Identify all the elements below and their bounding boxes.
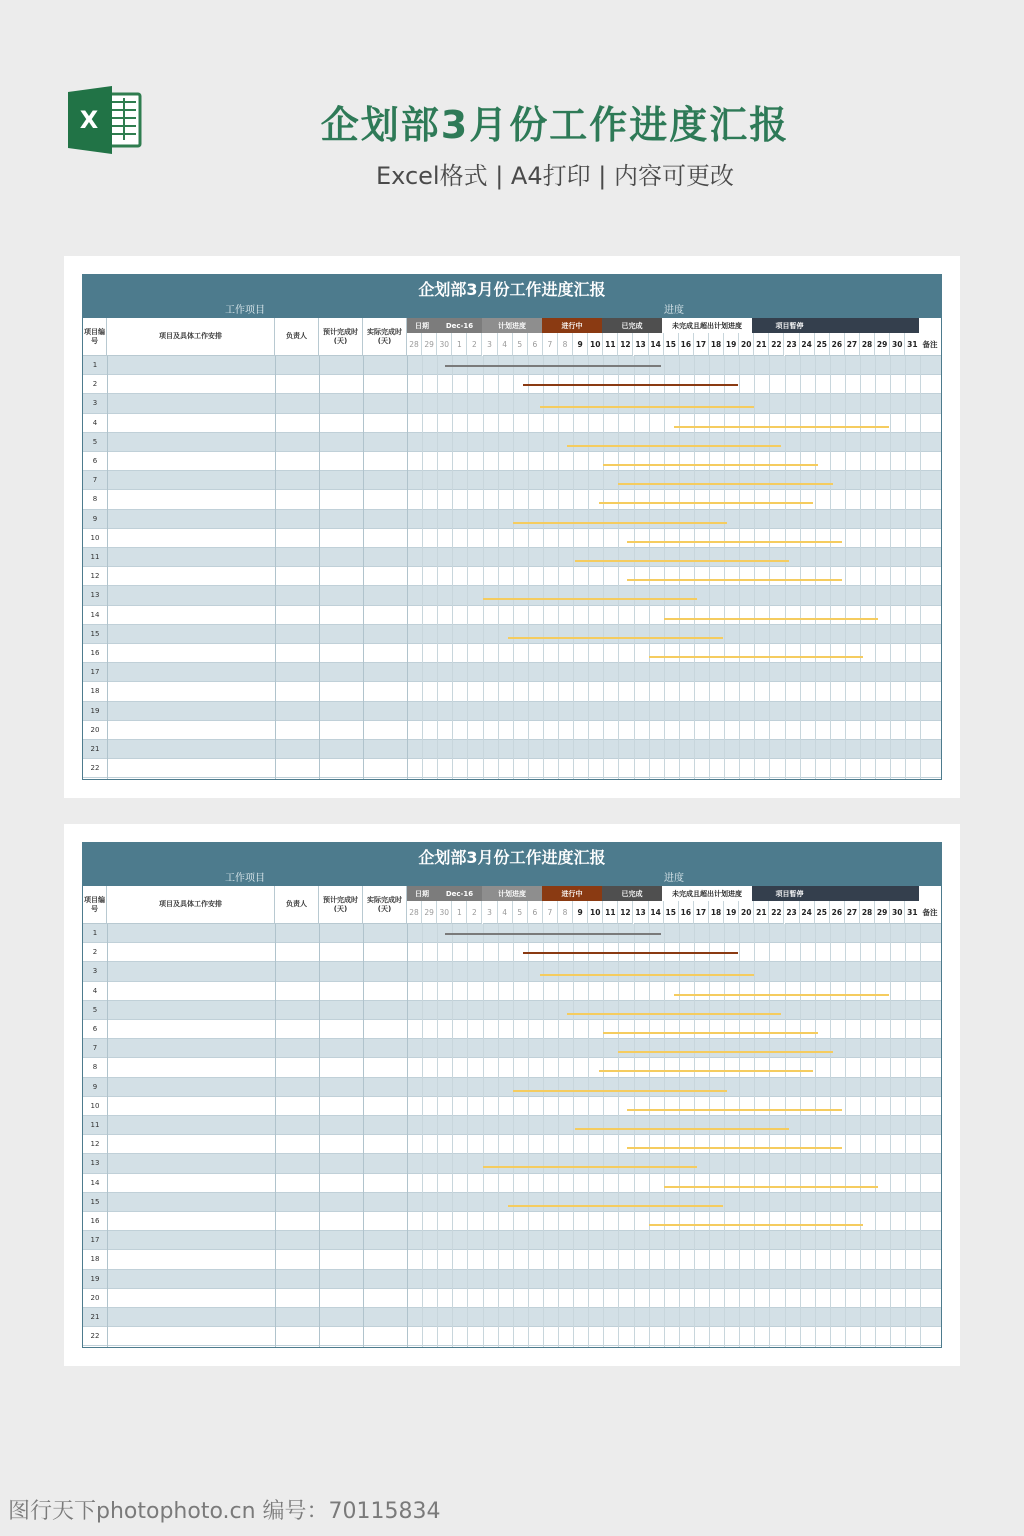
day-header: 11: [603, 901, 618, 924]
legend-item: Dec-16: [437, 318, 482, 333]
grid-line: [588, 356, 589, 779]
row-number: 20: [90, 725, 100, 734]
gantt-bar: [540, 974, 754, 976]
row-number: 9: [92, 1082, 98, 1091]
day-header: 24: [800, 333, 815, 356]
day-header: 23: [785, 333, 800, 356]
grid-line: [845, 924, 846, 1347]
grid-line: [452, 356, 453, 779]
gantt-bar: [575, 1128, 789, 1130]
row-number: 18: [90, 687, 100, 696]
grid-line: [498, 924, 499, 1347]
gantt-bar: [599, 502, 813, 504]
row-number: 19: [90, 706, 100, 715]
grid-line: [694, 924, 695, 1347]
row-number: 5: [92, 1005, 98, 1014]
grid-line: [754, 356, 755, 779]
day-header: 16: [679, 901, 694, 924]
gantt-bar: [603, 1032, 817, 1034]
day-header: 28: [407, 333, 422, 356]
day-header: 3: [483, 333, 498, 356]
gantt-bar: [508, 1205, 722, 1207]
grid-line: [573, 356, 574, 779]
grid-line: [920, 356, 921, 779]
grid-line: [588, 924, 589, 1347]
svg-text:X: X: [79, 106, 99, 134]
grid-line: [679, 924, 680, 1347]
grid-line: [830, 924, 831, 1347]
row-number: 2: [92, 948, 98, 957]
row-number: 15: [90, 629, 100, 638]
day-header: 22: [769, 901, 784, 924]
row-number: 8: [92, 1063, 98, 1072]
day-header: 28: [860, 901, 875, 924]
grid-line: [920, 924, 921, 1347]
legend-item: 项目暂停: [752, 318, 827, 333]
grid-line: [694, 356, 695, 779]
row-number: 21: [90, 1313, 100, 1322]
grid-line: [634, 356, 635, 779]
day-header: 4: [498, 333, 513, 356]
gantt-bar: [508, 637, 722, 639]
day-header: 26: [830, 901, 845, 924]
gantt-bar: [540, 406, 754, 408]
section-work-items: 工作项目: [83, 304, 407, 318]
day-header: 17: [694, 333, 709, 356]
col-header-planned: 预计完成时(天): [319, 318, 363, 356]
grid-line: [649, 356, 650, 779]
day-header: 3: [483, 901, 498, 924]
grid-line: [275, 356, 276, 779]
gantt-bar: [575, 560, 789, 562]
col-header-id: 项目编号: [83, 318, 107, 356]
watermark: 图行天下photophoto.cn 编号：70115834: [8, 1499, 441, 1524]
row-number: 14: [90, 1178, 100, 1187]
day-header: 15: [664, 901, 679, 924]
row-number: 16: [90, 1217, 100, 1226]
grid-line: [107, 924, 108, 1347]
day-header: 30: [890, 901, 905, 924]
grid-line: [319, 924, 320, 1347]
day-header: 30: [437, 901, 452, 924]
row-number: 11: [90, 553, 100, 562]
grid-line: [618, 356, 619, 779]
grid-line: [513, 356, 514, 779]
grid-line: [319, 356, 320, 779]
day-header: 28: [860, 333, 875, 356]
day-header: 21: [754, 901, 769, 924]
legend-item: 已完成: [602, 886, 662, 901]
gantt-bar: [599, 1070, 813, 1072]
gantt-sheet: [82, 274, 942, 780]
day-header: 19: [724, 333, 739, 356]
grid-line: [363, 356, 364, 779]
day-header: 20: [739, 901, 754, 924]
day-header: 8: [558, 333, 573, 356]
day-header: 24: [800, 901, 815, 924]
day-header: 14: [649, 901, 664, 924]
day-header: 19: [724, 901, 739, 924]
day-header: 18: [709, 333, 724, 356]
grid-line: [107, 356, 108, 779]
legend-item: 已完成: [602, 318, 662, 333]
grid-line: [275, 924, 276, 1347]
grid-line: [739, 356, 740, 779]
row-number: 1: [92, 361, 98, 370]
grid-line: [905, 924, 906, 1347]
grid-line: [875, 924, 876, 1347]
grid-line: [573, 924, 574, 1347]
gantt-sheet: [82, 842, 942, 1348]
grid-line: [739, 924, 740, 1347]
grid-line: [618, 924, 619, 1347]
day-header: 18: [709, 901, 724, 924]
gantt-bar: [618, 1051, 832, 1053]
day-header: 25: [815, 333, 830, 356]
row-number: 4: [92, 418, 98, 427]
legend-item: 未完成且超出计划进度: [662, 318, 752, 333]
row-number: 17: [90, 1236, 100, 1245]
grid-line: [785, 356, 786, 779]
grid-line: [905, 356, 906, 779]
gantt-bar: [603, 464, 817, 466]
grid-line: [558, 924, 559, 1347]
row-number: 12: [90, 1140, 100, 1149]
gantt-bar: [627, 541, 841, 543]
gantt-bar: [618, 483, 832, 485]
day-header: 17: [694, 901, 709, 924]
row-number: 15: [90, 1197, 100, 1206]
page-title: 企划部3月份工作进度汇报: [320, 103, 790, 147]
day-header: 2: [467, 333, 482, 356]
day-header: 13: [634, 333, 649, 356]
grid-line: [815, 924, 816, 1347]
grid-line: [483, 356, 484, 779]
day-header: 21: [754, 333, 769, 356]
grid-line: [634, 924, 635, 1347]
legend-item: 进行中: [542, 318, 602, 333]
grid-line: [664, 924, 665, 1347]
day-header: 7: [543, 901, 558, 924]
col-header-id: 项目编号: [83, 886, 107, 924]
grid-line: [724, 356, 725, 779]
day-header: 30: [890, 333, 905, 356]
gantt-bar: [627, 579, 841, 581]
col-header-note: 备注: [919, 333, 941, 356]
grid-line: [437, 924, 438, 1347]
grid-line: [407, 924, 408, 1347]
day-header: 7: [543, 333, 558, 356]
grid-line: [603, 924, 604, 1347]
section-work-items: 工作项目: [83, 872, 407, 886]
row-number: 10: [90, 533, 100, 542]
grid-line: [558, 356, 559, 779]
row-number: 13: [90, 1159, 100, 1168]
grid-line: [603, 356, 604, 779]
row-number: 8: [92, 495, 98, 504]
row-number: 22: [90, 764, 100, 773]
day-header: 29: [875, 333, 890, 356]
grid-line: [724, 924, 725, 1347]
grid-line: [890, 356, 891, 779]
grid-line: [649, 924, 650, 1347]
gantt-bar: [513, 1090, 727, 1092]
row-number: 22: [90, 1332, 100, 1341]
day-header: 10: [588, 333, 603, 356]
grid-line: [467, 356, 468, 779]
col-header-actual: 实际完成时(天): [363, 886, 407, 924]
day-header: 30: [437, 333, 452, 356]
day-header: 11: [603, 333, 618, 356]
excel-logo-icon: [68, 84, 142, 156]
row-number: 1: [92, 929, 98, 938]
day-header: 29: [422, 333, 437, 356]
legend-item: 计划进度: [482, 886, 542, 901]
day-header: 4: [498, 901, 513, 924]
grid-line: [498, 356, 499, 779]
grid-line: [543, 356, 544, 779]
col-header-owner: 负责人: [275, 886, 319, 924]
row-number: 13: [90, 591, 100, 600]
day-header: 25: [815, 901, 830, 924]
row-number: 3: [92, 399, 98, 408]
day-header: 5: [513, 901, 528, 924]
day-header: 20: [739, 333, 754, 356]
row-number: 6: [92, 457, 98, 466]
grid-line: [860, 356, 861, 779]
row-number: 2: [92, 380, 98, 389]
grid-line: [679, 356, 680, 779]
row-number: 3: [92, 967, 98, 976]
row-number: 19: [90, 1274, 100, 1283]
day-header: 28: [407, 901, 422, 924]
grid-line: [754, 924, 755, 1347]
gantt-bar: [664, 618, 878, 620]
grid-line: [709, 924, 710, 1347]
gantt-bar: [483, 1166, 697, 1168]
legend-filler: [827, 886, 919, 901]
col-header-planned: 预计完成时(天): [319, 886, 363, 924]
day-header: 5: [513, 333, 528, 356]
grid-line: [363, 924, 364, 1347]
day-header: 27: [845, 901, 860, 924]
grid-line: [709, 356, 710, 779]
grid-line: [800, 924, 801, 1347]
day-header: 26: [830, 333, 845, 356]
col-header-note: 备注: [919, 901, 941, 924]
sheet-preview-2: [64, 824, 960, 1366]
gantt-bar: [627, 1109, 841, 1111]
sheet-title: 企划部3月份工作进度汇报: [83, 275, 941, 304]
gantt-bar: [649, 656, 863, 658]
legend-item: 计划进度: [482, 318, 542, 333]
row-number: 21: [90, 745, 100, 754]
legend-item: 项目暂停: [752, 886, 827, 901]
grid-line: [407, 356, 408, 779]
row-number: 9: [92, 514, 98, 523]
gantt-bar: [483, 598, 697, 600]
gantt-bar: [445, 933, 661, 935]
row-number: 20: [90, 1293, 100, 1302]
day-header: 9: [573, 901, 588, 924]
grid-line: [769, 924, 770, 1347]
col-header-task: 项目及具体工作安排: [107, 886, 275, 924]
day-header: 29: [422, 901, 437, 924]
grid-line: [875, 356, 876, 779]
grid-line: [800, 356, 801, 779]
row-number: 10: [90, 1101, 100, 1110]
day-header: 15: [664, 333, 679, 356]
grid-line: [437, 356, 438, 779]
sheet-title: 企划部3月份工作进度汇报: [83, 843, 941, 872]
day-header: 22: [769, 333, 784, 356]
grid-line: [422, 356, 423, 779]
day-header: 29: [875, 901, 890, 924]
row-number: 4: [92, 986, 98, 995]
day-header: 6: [528, 901, 543, 924]
day-header: 6: [528, 333, 543, 356]
legend-item: 日期: [407, 886, 437, 901]
grid-line: [769, 356, 770, 779]
day-header: 14: [649, 333, 664, 356]
gantt-bar: [513, 522, 727, 524]
section-progress: 进度: [407, 304, 941, 318]
row-number: 6: [92, 1025, 98, 1034]
gantt-bar: [664, 1186, 878, 1188]
day-header: 12: [618, 333, 633, 356]
row-number: 14: [90, 610, 100, 619]
grid-line: [467, 924, 468, 1347]
gantt-bar: [567, 445, 781, 447]
grid-line: [664, 356, 665, 779]
grid-line: [830, 356, 831, 779]
grid-line: [860, 924, 861, 1347]
row-number: 7: [92, 476, 98, 485]
day-header: 13: [634, 901, 649, 924]
grid-line: [422, 924, 423, 1347]
day-header: 23: [785, 901, 800, 924]
grid-line: [452, 924, 453, 1347]
grid-line: [815, 356, 816, 779]
gantt-bar: [445, 365, 661, 367]
day-header: 8: [558, 901, 573, 924]
day-header: 10: [588, 901, 603, 924]
sheet-preview-1: [64, 256, 960, 798]
gantt-bar: [523, 384, 737, 386]
legend-filler: [827, 318, 919, 333]
section-progress: 进度: [407, 872, 941, 886]
row-number: 11: [90, 1121, 100, 1130]
gantt-bar: [674, 426, 888, 428]
gantt-bar: [674, 994, 888, 996]
legend-item: 日期: [407, 318, 437, 333]
col-header-actual: 实际完成时(天): [363, 318, 407, 356]
gantt-bar: [523, 952, 737, 954]
col-header-owner: 负责人: [275, 318, 319, 356]
gantt-bar: [567, 1013, 781, 1015]
day-header: 1: [452, 333, 467, 356]
row-number: 17: [90, 668, 100, 677]
grid-line: [528, 356, 529, 779]
legend-item: 进行中: [542, 886, 602, 901]
day-header: 9: [573, 333, 588, 356]
gantt-bar: [627, 1147, 841, 1149]
row-number: 12: [90, 572, 100, 581]
day-header: 31: [905, 901, 920, 924]
row-number: 16: [90, 649, 100, 658]
day-header: 2: [467, 901, 482, 924]
row-number: 7: [92, 1044, 98, 1053]
grid-line: [513, 924, 514, 1347]
legend-item: 未完成且超出计划进度: [662, 886, 752, 901]
grid-line: [483, 924, 484, 1347]
col-header-task: 项目及具体工作安排: [107, 318, 275, 356]
legend-item: Dec-16: [437, 886, 482, 901]
gantt-bar: [649, 1224, 863, 1226]
grid-line: [890, 924, 891, 1347]
day-header: 27: [845, 333, 860, 356]
day-header: 16: [679, 333, 694, 356]
grid-line: [845, 356, 846, 779]
day-header: 12: [618, 901, 633, 924]
day-header: 31: [905, 333, 920, 356]
grid-line: [528, 924, 529, 1347]
row-number: 5: [92, 437, 98, 446]
row-number: 18: [90, 1255, 100, 1264]
page-subtitle: Excel格式 | A4打印 | 内容可更改: [376, 162, 734, 190]
grid-line: [543, 924, 544, 1347]
grid-line: [785, 924, 786, 1347]
day-header: 1: [452, 901, 467, 924]
